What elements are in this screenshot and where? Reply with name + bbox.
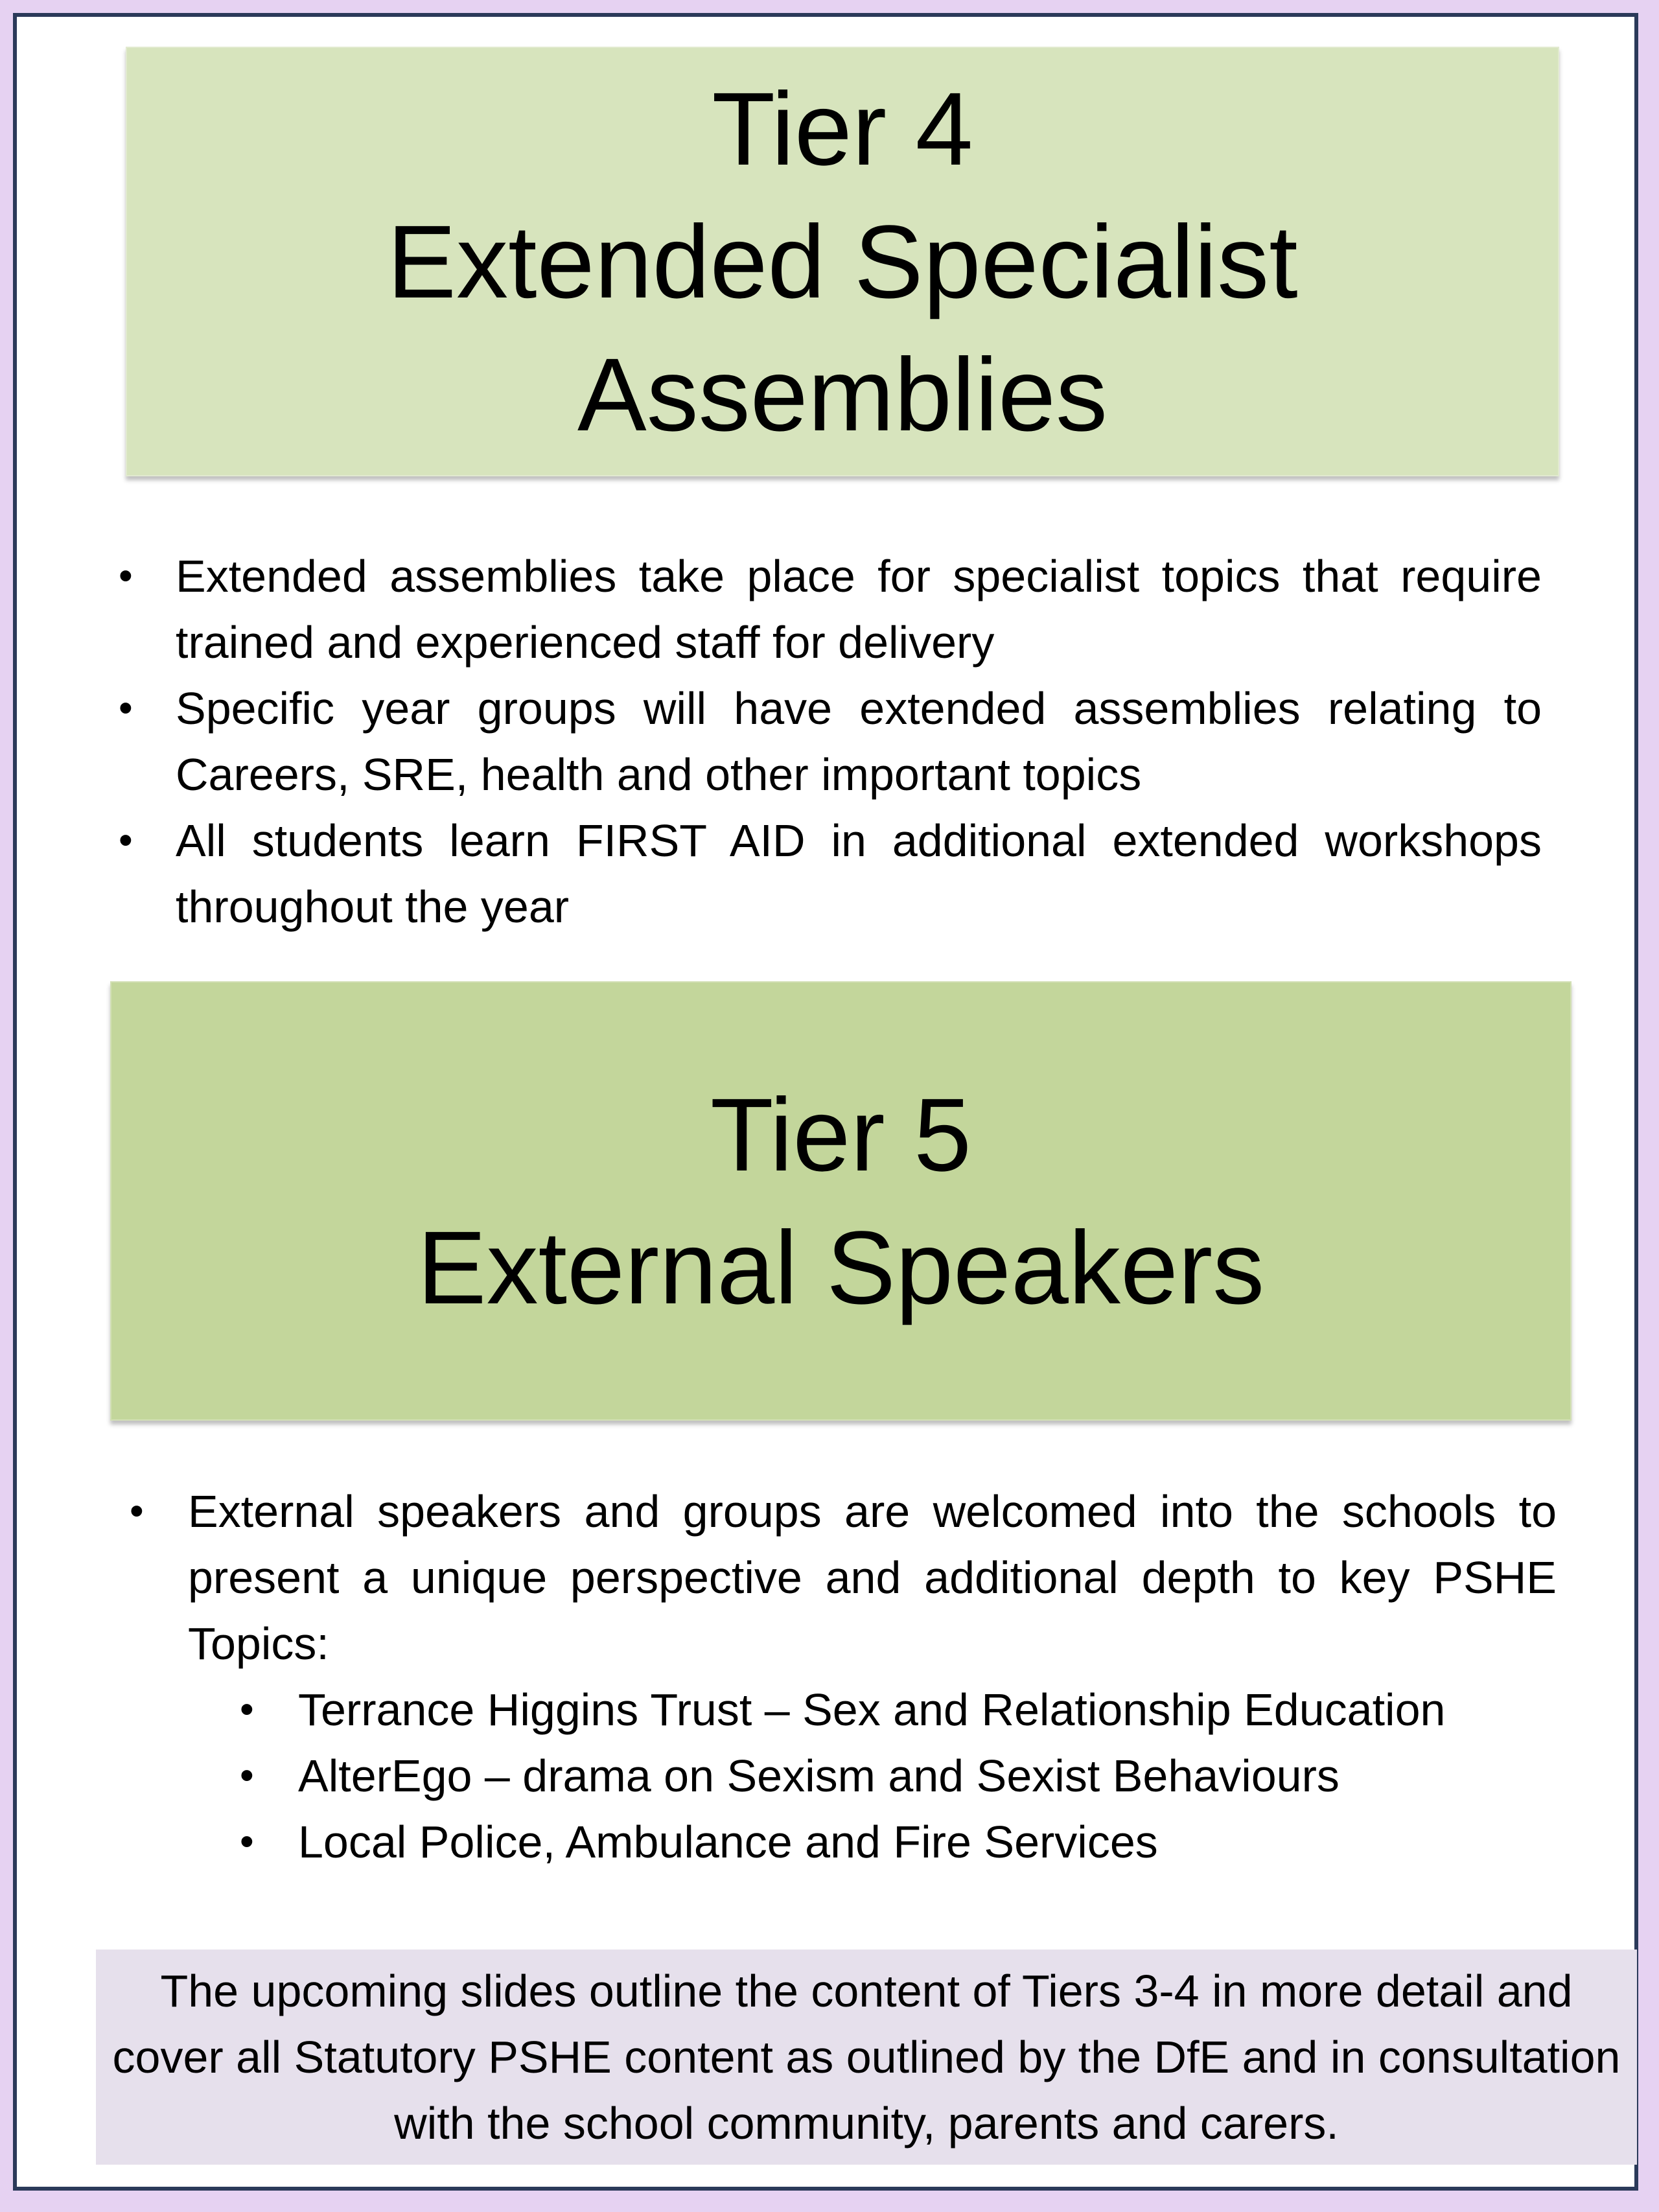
list-item xyxy=(119,675,1542,808)
tier5-title: Tier 5 xyxy=(710,1077,972,1193)
list-item xyxy=(240,1677,1557,1743)
bullet-icon: • xyxy=(240,1753,254,1798)
tier4-subtitle-line2: Assemblies xyxy=(577,336,1108,452)
tier4-title: Tier 4 xyxy=(712,71,973,187)
tier4-bullet-list xyxy=(119,543,1542,940)
list-item xyxy=(119,808,1542,940)
footer-note xyxy=(96,1950,1637,2165)
list-item xyxy=(119,543,1542,675)
speaker-text: Local Police, Ambulance and Fire Services xyxy=(298,1817,1158,1867)
tier4-heading-box xyxy=(126,47,1559,476)
bullet-icon: • xyxy=(119,686,133,730)
bullet-icon: • xyxy=(119,818,133,863)
tier4-bullet-text: All students learn FIRST AID in additional extended workshops throughout the year xyxy=(176,815,1542,932)
tier5-intro-text: External speakers and groups are welcomed into the schools to present a unique perspective and additional depth to key PSHE Topics: xyxy=(188,1486,1557,1669)
tier5-heading-box xyxy=(110,981,1572,1421)
tier4-bullet-text: Extended assemblies take place for specialist topics that require trained and experienced staff for delivery xyxy=(176,551,1542,668)
tier4-subtitle-line1: Extended Specialist xyxy=(387,204,1298,320)
speaker-text: AlterEgo – drama on Sexism and Sexist Behaviours xyxy=(298,1751,1340,1801)
footer-note-text: The upcoming slides outline the content of Tiers 3-4 in more detail and cover all Statutory PSHE content as outlined by the DfE and in consultation with the school community, parents and carers. xyxy=(112,1966,1621,2148)
list-item xyxy=(130,1478,1557,1875)
tier5-speaker-list xyxy=(240,1677,1557,1875)
bullet-icon: • xyxy=(240,1819,254,1864)
tier4-bullet-text: Specific year groups will have extended assemblies relating to Careers, SRE, health and other important topics xyxy=(176,683,1542,800)
list-item xyxy=(240,1743,1557,1809)
bullet-icon: • xyxy=(119,553,133,598)
speaker-text: Terrance Higgins Trust – Sex and Relationship Education xyxy=(298,1684,1446,1735)
tier5-subtitle: External Speakers xyxy=(417,1209,1265,1325)
tier5-bullet-list xyxy=(130,1478,1557,1875)
bullet-icon: • xyxy=(240,1687,254,1732)
list-item xyxy=(240,1809,1557,1875)
bullet-icon: • xyxy=(130,1489,144,1533)
